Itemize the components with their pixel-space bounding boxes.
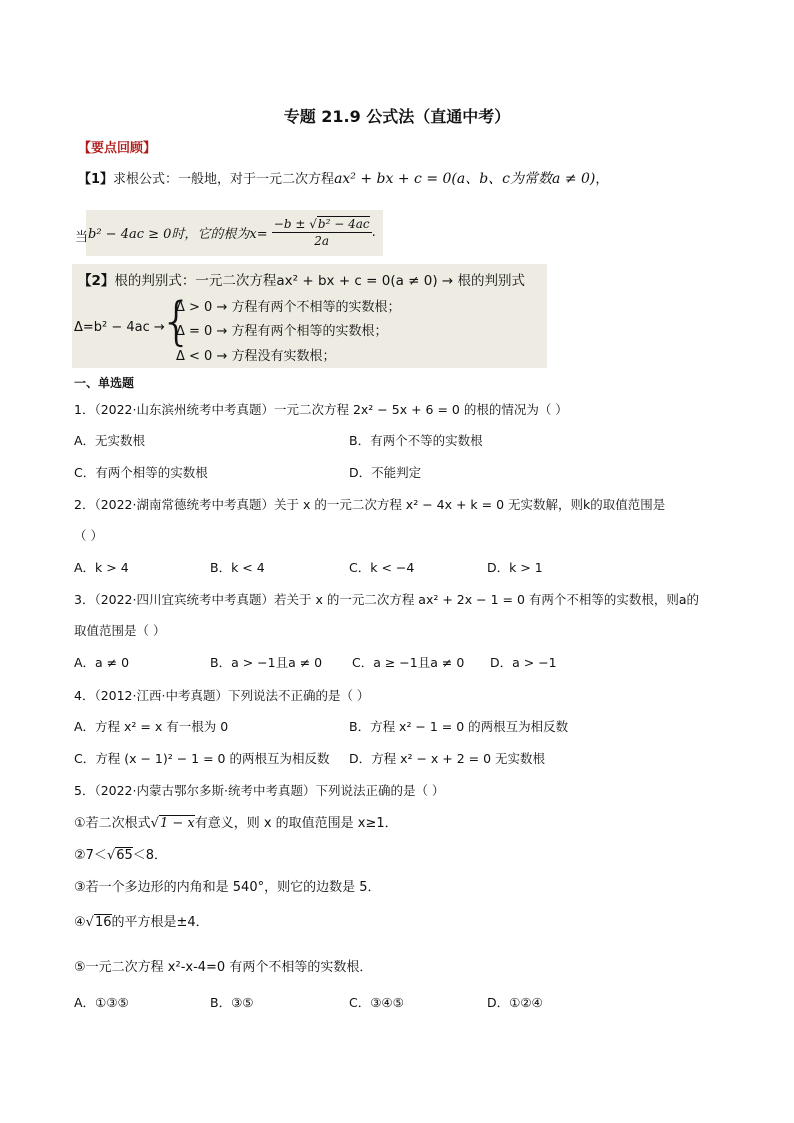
statement-4-radical: 16 [94, 915, 112, 930]
left-brace: { [160, 292, 194, 352]
statement-4-pre: ④ [74, 915, 86, 930]
statement-1-post: 有意义，则 x 的取值范围是 x≥1． [194, 816, 398, 831]
q3-option-b[interactable]: B．a > −1且a ≠ 0 [210, 655, 323, 670]
q3-option-d[interactable]: D．a > −1 [490, 655, 557, 670]
statement-1-radical: 1 − x [159, 816, 195, 831]
fraction-numerator [272, 217, 372, 233]
sqrt-sign: √ [150, 816, 159, 831]
point2-text: 根的判别式：一元二次方程ax² + bx + c = 0(a ≠ 0) → 根的判别式 [114, 273, 526, 289]
question-5-stem: 5．（2022·内蒙古鄂尔多斯·统考中考真题）下列说法正确的是（ ） [74, 783, 445, 798]
statement-2-post: ＜8． [132, 848, 168, 863]
page-title: 专题 21.9 公式法（直通中考） [283, 107, 511, 126]
section-single-choice: 一、单选题 [74, 376, 135, 390]
fraction-denominator: 2a [314, 234, 330, 248]
question-2-stem: 2．（2022·湖南常德统考中考真题）关于 x 的一元二次方程 x² − 4x + k = 0 无实数解，则k的取值范围是 [74, 497, 666, 512]
question-2-stem-cont: （ ） [74, 528, 103, 543]
point2-label: 【2】 [78, 273, 115, 289]
q2-option-c[interactable]: C．k < −4 [349, 560, 415, 575]
point1-comma: ， [595, 172, 609, 187]
statement-1-pre: ①若二次根式 [74, 816, 151, 831]
q5-option-c[interactable]: C．③④⑤ [349, 995, 404, 1010]
review-section-heading: 【要点回顾】 [78, 141, 157, 156]
case-positive: Δ > 0 → 方程有两个不相等的实数根； [176, 300, 401, 315]
statement-1 [74, 812, 398, 831]
q2-option-a[interactable]: A．k > 4 [74, 560, 129, 575]
statement-4 [74, 911, 209, 930]
statement-5: ⑤一元二次方程 x²-x-4=0 有两个不相等的实数根． [74, 960, 373, 975]
question-4-stem: 4．（2012·江西·中考真题）下列说法不正确的是（ ） [74, 688, 370, 703]
q2-option-b[interactable]: B．k < 4 [210, 560, 265, 575]
formula-period: . [371, 225, 376, 240]
q1-option-d[interactable]: D．不能判定 [349, 465, 422, 480]
root-fraction [272, 217, 372, 248]
delta-definition: Δ=b² − 4ac → [74, 320, 165, 335]
case-zero: Δ = 0 → 方程有两个相等的实数根； [176, 324, 388, 339]
discriminant-condition: b² − 4ac ≥ 0时，它的根为x= [88, 227, 268, 242]
q3-option-c[interactable]: C．a ≥ −1且a ≠ 0 [352, 655, 465, 670]
question-1-stem: 1．（2022·山东滨州统考中考真题）一元二次方程 2x² − 5x + 6 = 0 的根的情况为（ ） [74, 402, 568, 417]
statement-2-radical: 65 [116, 848, 133, 863]
q1-option-a[interactable]: A．无实数根 [74, 433, 146, 448]
q1-option-b[interactable]: B．有两个不等的实数根 [349, 433, 483, 448]
q4-option-c[interactable]: C．方程 (x − 1)² − 1 = 0 的两根互为相反数 [74, 751, 330, 766]
q5-option-d[interactable]: D．①②④ [487, 995, 543, 1010]
root-formula [88, 217, 376, 257]
q4-option-d[interactable]: D．方程 x² − x + 2 = 0 无实数根 [349, 751, 546, 766]
q4-option-b[interactable]: B．方程 x² − 1 = 0 的两根互为相反数 [349, 719, 569, 734]
statement-4-post: 的平方根是±4． [111, 915, 209, 930]
statement-2 [74, 844, 167, 863]
point1-label: 【1】 [78, 172, 114, 187]
q3-option-a[interactable]: A．a ≠ 0 [74, 655, 130, 670]
case-negative: Δ < 0 → 方程没有实数根； [176, 349, 336, 364]
sqrt-sign: √ [85, 915, 94, 930]
when-text: 当 [75, 230, 89, 245]
statement-3: ③若一个多边形的内角和是 540°，则它的边数是 5． [74, 880, 381, 895]
point1-text: 求根公式：一般地，对于一元二次方程 [113, 172, 335, 187]
numerator-prefix: −b ± [273, 217, 306, 231]
q5-option-a[interactable]: A．①③⑤ [74, 995, 129, 1010]
point2-line [78, 269, 525, 289]
q1-option-c[interactable]: C．有两个相等的实数根 [74, 465, 208, 480]
question-3-stem-cont: 取值范围是（ ） [74, 623, 166, 638]
sqrt-sign: √ [106, 848, 116, 863]
statement-2-pre: ②7＜ [74, 848, 107, 863]
q5-option-b[interactable]: B．③⑤ [210, 995, 254, 1010]
point1-equation: ax² + bx + c = 0(a、b、c为常数a ≠ 0) [334, 171, 596, 187]
sqrt-content: b² − 4ac [317, 217, 370, 231]
point1-line [78, 168, 608, 188]
sqrt-sign: √ [309, 217, 317, 231]
q2-option-d[interactable]: D．k > 1 [487, 560, 543, 575]
question-3-stem: 3．（2022·四川宜宾统考中考真题）若关于 x 的一元二次方程 ax² + 2x − 1 = 0 有两个不相等的实数根，则a的 [74, 592, 700, 607]
q4-option-a[interactable]: A．方程 x² = x 有一根为 0 [74, 719, 229, 734]
